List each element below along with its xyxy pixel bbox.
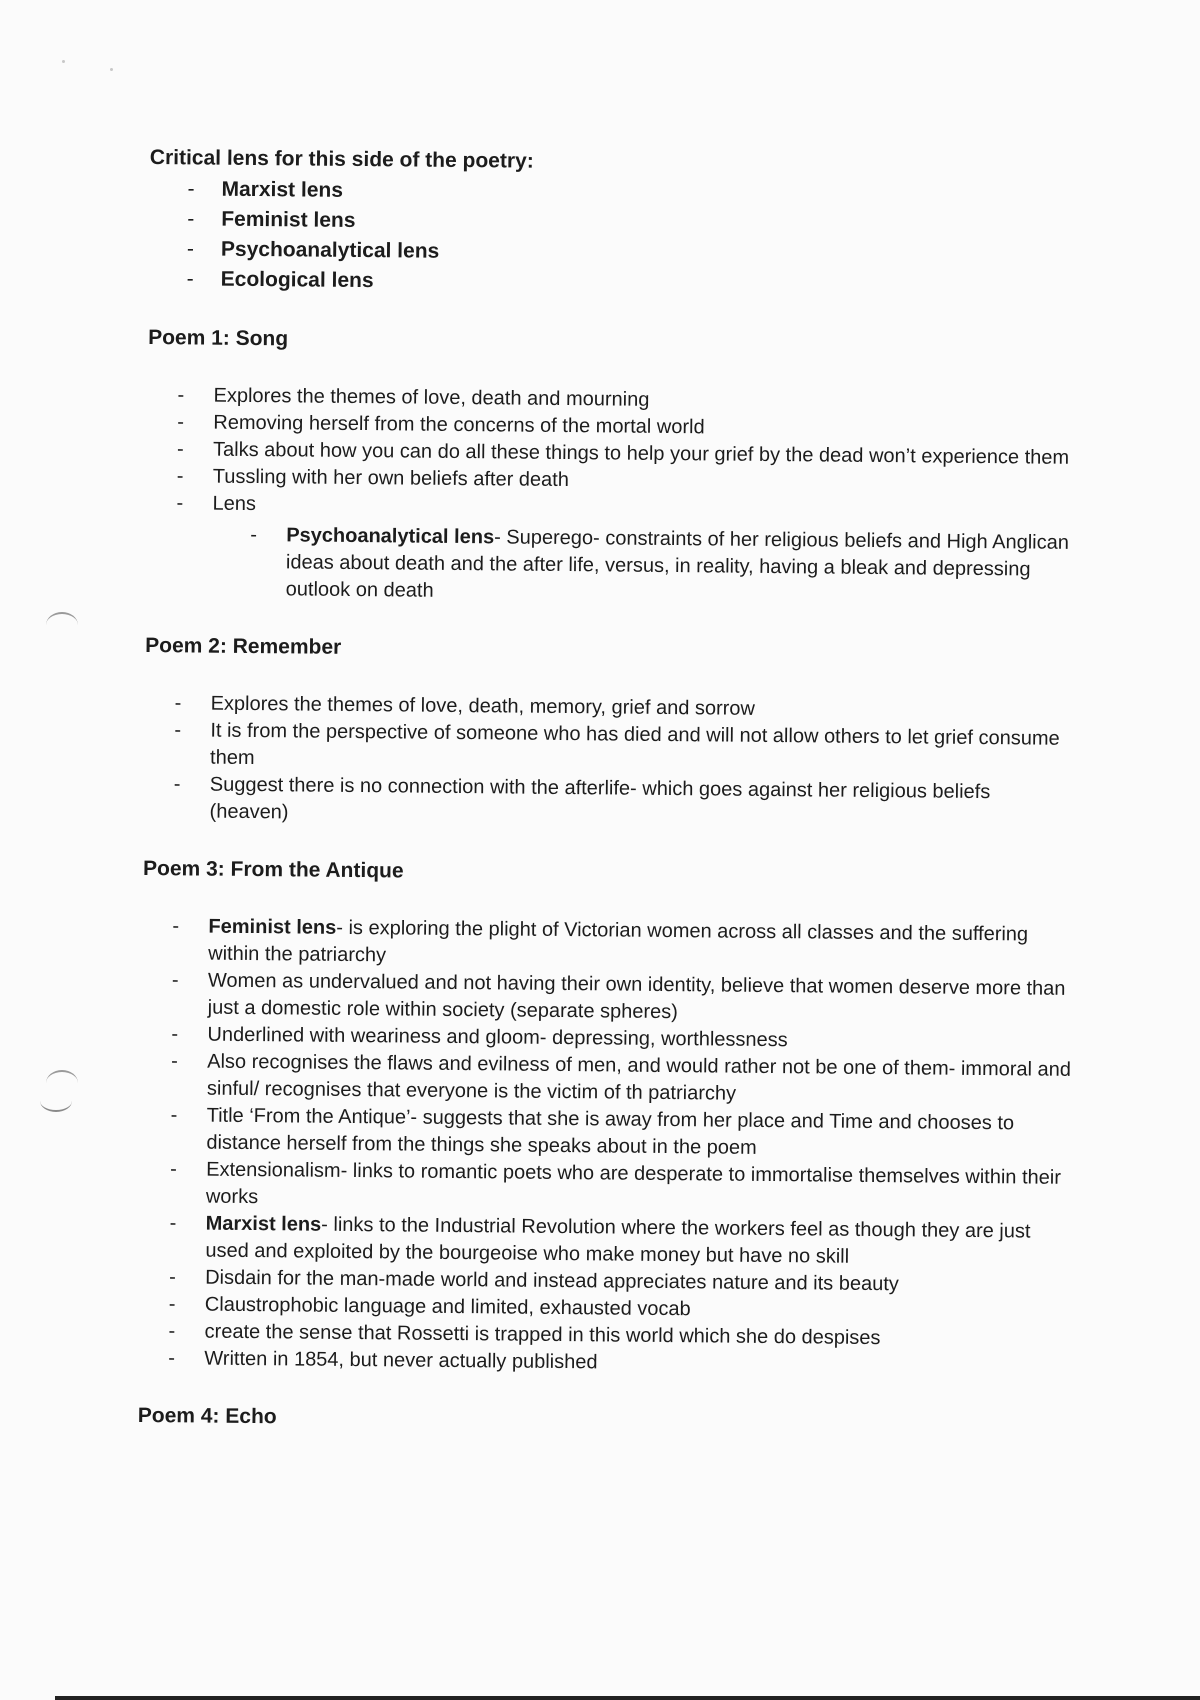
list-item [170, 1156, 1070, 1219]
bullet-dash: - [172, 915, 180, 938]
bullet-dash: - [171, 1050, 178, 1073]
document-body [137, 144, 1080, 1469]
list-item [169, 1210, 1069, 1273]
bullet-text: Underlined with weariness and gloom- depressing, worthlessness [207, 1023, 788, 1052]
bullet-dash: - [168, 1293, 176, 1316]
bullet-dash: - [168, 1320, 176, 1343]
lens-item: Ecological lens [220, 267, 374, 293]
scan-speck [110, 68, 113, 71]
bullet-text: create the sense that Rossetti is trapped in this world which she do despises [204, 1320, 881, 1350]
bullet-text: Lens [212, 492, 257, 516]
lens-label: Psychoanalytical lens [286, 524, 495, 549]
page-bottom-edge [55, 1696, 1200, 1700]
bullet-text: Women as undervalued and not having their own identity, believe that women deserve more than just a domestic role within society (separate spheres) [207, 969, 1066, 1024]
poem-2-title: Poem 2: Remember [145, 633, 342, 659]
bullet-dash: - [171, 969, 179, 992]
poem-3-title: Poem 3: From the Antique [142, 856, 404, 883]
bullet-dash: - [174, 692, 182, 715]
poem-1-sub-bullets [212, 518, 1077, 611]
lens-list [149, 174, 1080, 303]
bullet-text: - links to the Industrial Revolution where the workers feel as though they are just used and exploited by the bourgeoise who make money but have no skill [205, 1213, 1031, 1268]
bullet-dash: - [186, 237, 195, 261]
bullet-text: Removing herself from the concerns of the mortal world [213, 411, 705, 439]
bullet-text: - Superego- constraints of her religious beliefs and High Anglican ideas about death and the after life, versus, in reality, having a bleak and depressing outlook on death [285, 526, 1069, 602]
bullet-dash: - [173, 773, 181, 796]
bullet-dash: - [169, 1212, 177, 1235]
bullet-text: Disdain for the man-made world and instead appreciates nature and its beauty [205, 1266, 899, 1296]
bullet-text: Claustrophobic language and limited, exhausted vocab [204, 1293, 691, 1321]
poem-1-title: Poem 1: Song [148, 325, 289, 351]
punch-hole-upper [46, 612, 78, 638]
poem-2-section [143, 632, 1075, 834]
bullet-text: Title ‘From the Antique’- suggests that she is away from her place and Time and chooses to distance herself from the things she speaks about in the poem [206, 1104, 1015, 1159]
list-item [174, 717, 1074, 780]
bullet-text: Also recognises the flaws and evilness of men, and would rather not be one of them- immoral and sinful/ recognises that everyone is the victim of th patriarchy [206, 1050, 1072, 1105]
punch-hole-lower-arc [40, 1090, 72, 1112]
poem-4-section [138, 1402, 1068, 1439]
bullet-dash: - [176, 492, 184, 515]
list-item [172, 967, 1072, 1030]
bullet-dash: - [169, 1266, 176, 1289]
bullet-dash: - [170, 1104, 178, 1127]
bullet-dash: - [168, 1347, 176, 1370]
bullet-dash: - [170, 1158, 177, 1181]
bullet-dash: - [187, 207, 195, 231]
list-item [173, 771, 1073, 834]
list-item [250, 522, 1077, 611]
lens-heading: Critical lens for this side of the poetry: [149, 145, 534, 173]
bullet-text: - is exploring the plight of Victorian women across all classes and the suffering within the patriarchy [208, 916, 1029, 967]
bullet-dash: - [174, 719, 182, 742]
bullet-text: Explores the themes of love, death, memory, grief and sorrow [210, 692, 756, 720]
bullet-dash: - [187, 177, 195, 201]
poem-3-bullets [138, 913, 1072, 1381]
lens-section [149, 144, 1080, 303]
scan-speck [62, 60, 65, 63]
bullet-text: Written in 1854, but never actually published [204, 1347, 598, 1374]
list-item [172, 913, 1072, 976]
lens-item: Marxist lens [221, 177, 344, 202]
poem-1-bullets [146, 382, 1078, 611]
poem-1-section [146, 324, 1079, 611]
bullet-dash: - [171, 1023, 179, 1046]
bullet-dash: - [177, 384, 185, 407]
lens-label: Feminist lens [208, 915, 337, 939]
list-item [176, 490, 1077, 611]
poem-3-section [138, 855, 1073, 1381]
poem-4-title: Poem 4: Echo [137, 1403, 277, 1429]
bullet-text: Talks about how you can do all these things to help your grief by the dead won’t experience them [212, 438, 1070, 469]
list-item [171, 1048, 1071, 1111]
bullet-text: It is from the perspective of someone who has died and will not allow others to let grief consume them [210, 719, 1060, 770]
poem-2-bullets [143, 690, 1074, 834]
bullet-dash: - [186, 267, 194, 291]
list-item [170, 1102, 1070, 1165]
lens-label: Marxist lens [205, 1212, 322, 1236]
lens-item: Feminist lens [221, 207, 356, 232]
bullet-text: Suggest there is no connection with the afterlife- which goes against her religious beliefs (heaven) [209, 773, 991, 824]
bullet-text: Extensionalism- links to romantic poets who are desperate to immortalise themselves within their works [205, 1158, 1062, 1209]
bullet-dash: - [176, 438, 184, 461]
bullet-dash: - [176, 465, 184, 488]
lens-item: Psychoanalytical lens [220, 237, 440, 263]
bullet-dash: - [250, 523, 258, 547]
bullet-dash: - [177, 411, 185, 434]
bullet-text: Explores the themes of love, death and mourning [213, 384, 650, 411]
bullet-text: Tussling with her own beliefs after death [212, 465, 570, 492]
